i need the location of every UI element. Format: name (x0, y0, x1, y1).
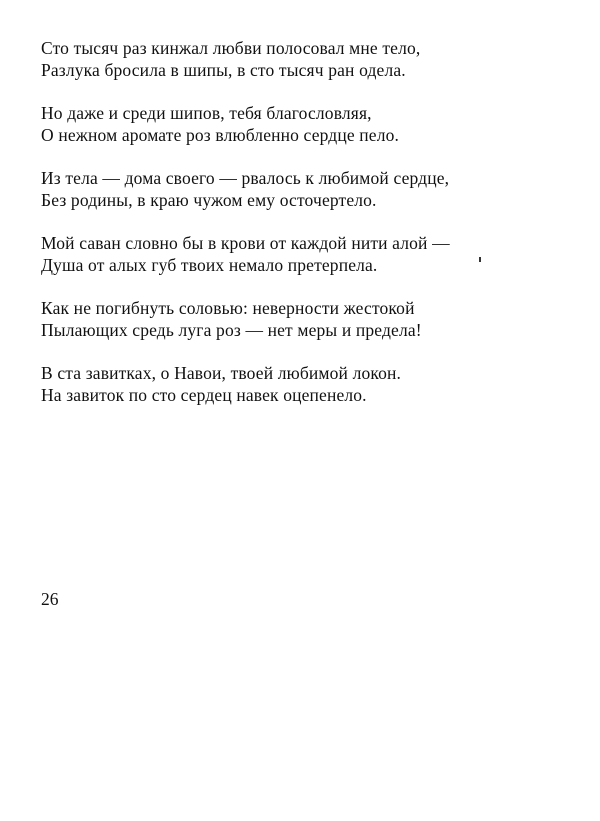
verse-line: В ста завитках, о Навои, твоей любимой локон. (41, 363, 402, 383)
verse-line: Душа от алых губ твоих немало претерпела. (41, 255, 378, 275)
verse-line: Пылающих средь луга роз — нет меры и предела! (41, 320, 422, 340)
verse-line: Без родины, в краю чужом ему осточертело. (41, 190, 377, 210)
verse-line: Сто тысяч раз кинжал любви полосовал мне тело, (41, 38, 421, 58)
stanza-4 (41, 232, 561, 276)
stanza-5 (41, 297, 561, 341)
verse-line: Но даже и среди шипов, тебя благословляя, (41, 103, 372, 123)
stanza-2 (41, 102, 561, 146)
stanza-3 (41, 167, 561, 211)
stanza-6 (41, 362, 561, 406)
verse-line: На завиток по сто сердец навек оцепенело. (41, 385, 367, 405)
verse-line: Мой саван словно бы в крови от каждой нити алой — (41, 233, 450, 253)
verse-line: Из тела — дома своего — рвалось к любимой сердце, (41, 168, 450, 188)
verse-line: Как не погибнуть соловью: неверности жестокой (41, 298, 415, 318)
print-speck (479, 257, 481, 262)
verse-line: Разлука бросила в шипы, в сто тысяч ран одела. (41, 60, 406, 80)
poem-text (41, 37, 561, 427)
page-number: 26 (41, 589, 59, 609)
verse-line: О нежном аромате роз влюбленно сердце пело. (41, 125, 400, 145)
stanza-1 (41, 37, 561, 81)
